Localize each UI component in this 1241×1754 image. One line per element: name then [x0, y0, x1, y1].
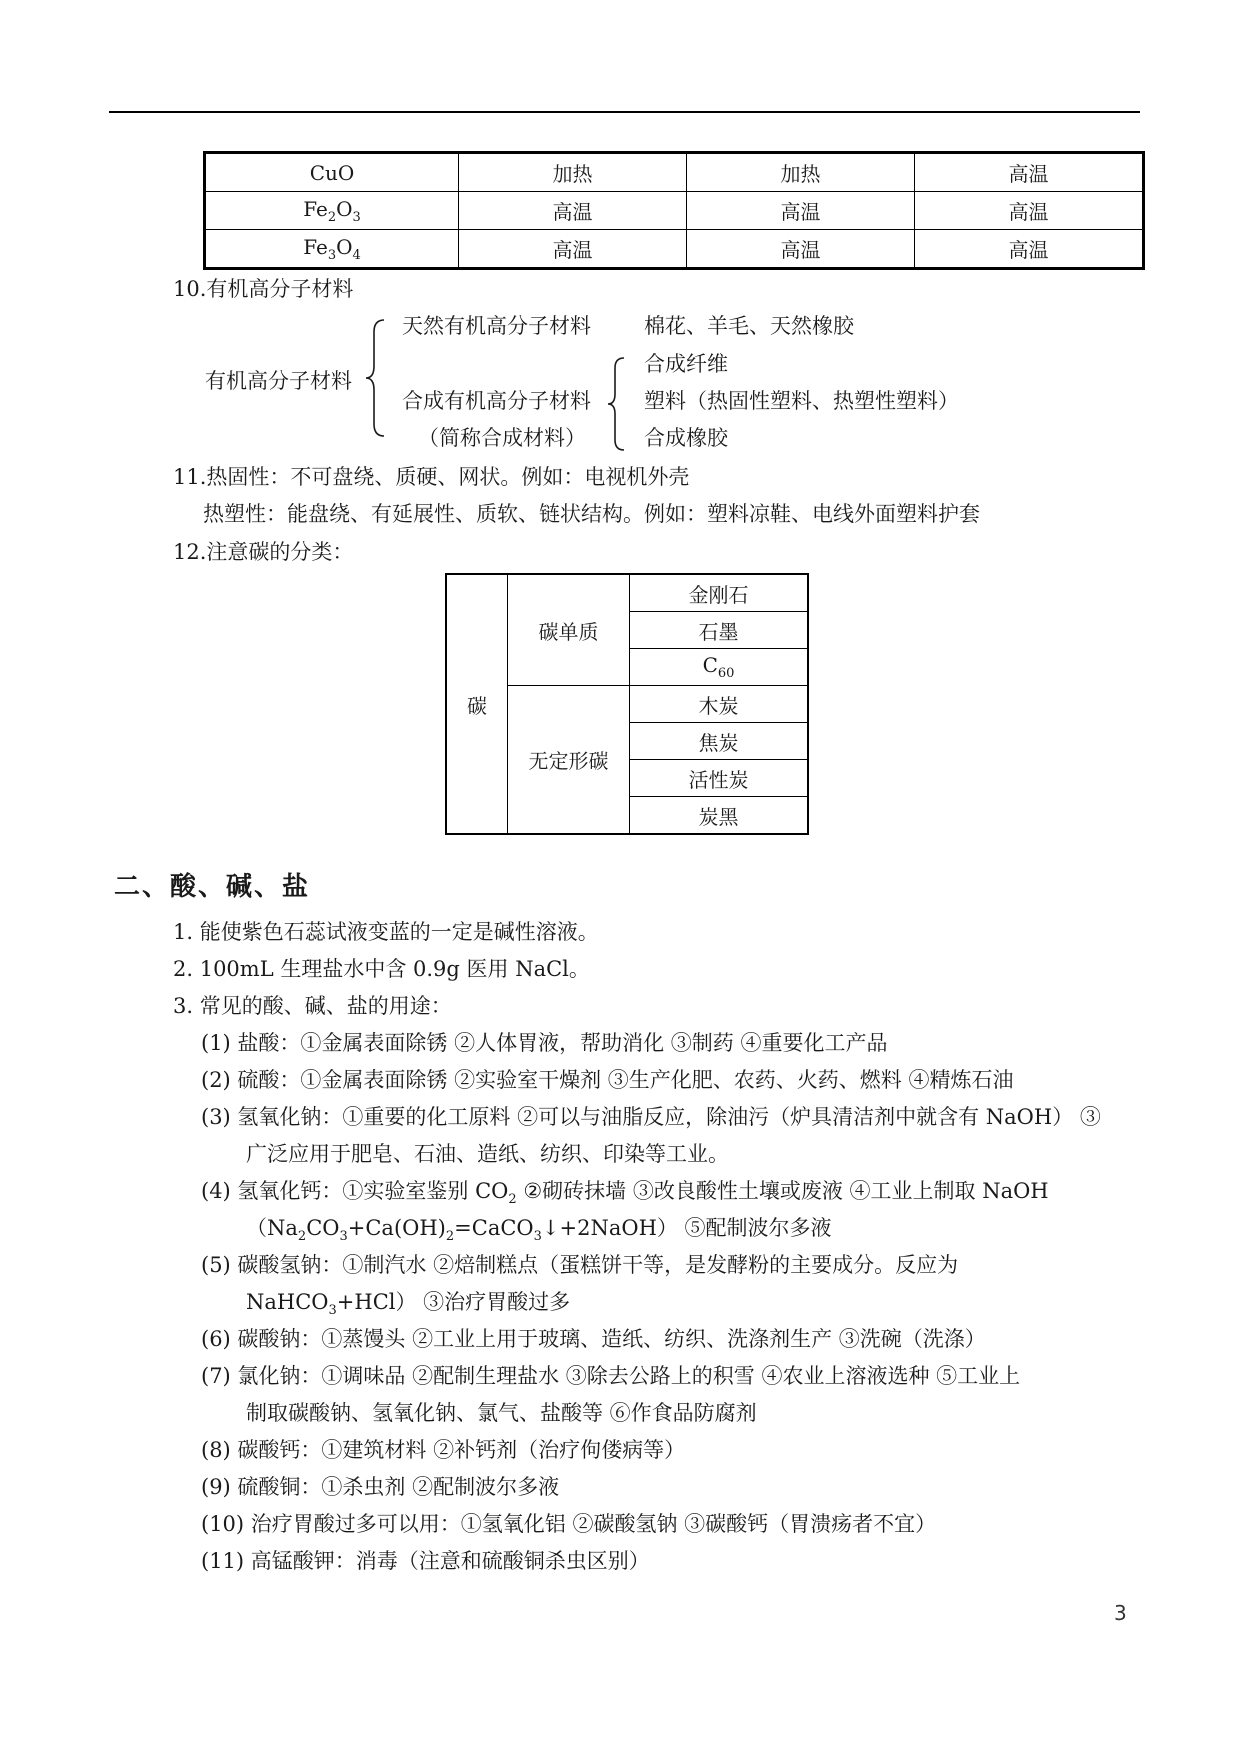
item-11-line: 11.热固性：不可盘绕、质硬、网状。例如：电视机外壳	[173, 465, 690, 489]
table-row	[205, 153, 1144, 192]
carbon-root-cell: 碳	[446, 574, 508, 834]
formula-cell: $Fe_2O_3$	[205, 192, 459, 230]
carbon-item-cell: 石墨	[630, 612, 809, 649]
item-11-line: 热塑性：能盘绕、有延展性、质软、链状结构。例如：塑料凉鞋、电线外面塑料护套	[203, 502, 980, 526]
condition-cell: 加热	[459, 153, 687, 192]
condition-cell: 高温	[459, 230, 687, 269]
carbon-group-cell: 碳单质	[508, 574, 630, 686]
natural-material-examples: 棉花、羊毛、天然橡胶	[644, 314, 854, 338]
usage-item-continuation: 制取碳酸钠、氢氧化钠、氯气、盐酸等 ⑥作食品防腐剂	[246, 1401, 757, 1425]
carbon-group-cell: 无定形碳	[508, 686, 630, 835]
carbon-item-cell: 焦炭	[630, 723, 809, 760]
paragraph: 1. 能使紫色石蕊试液变蓝的一定是碱性溶液。	[173, 920, 599, 944]
usage-item: (10) 治疗胃酸过多可以用：①氢氧化铝 ②碳酸氢钠 ③碳酸钙（胃溃疡者不宜）	[201, 1512, 937, 1536]
paragraph: 3. 常见的酸、碱、盐的用途：	[173, 994, 452, 1018]
usage-item-continuation: 广泛应用于肥皂、石油、造纸、纺织、印染等工业。	[246, 1142, 729, 1166]
condition-cell: 高温	[915, 230, 1144, 269]
condition-cell: 高温	[687, 230, 915, 269]
left-brace-icon	[364, 318, 388, 438]
section-title: 二、酸、碱、盐	[114, 872, 311, 902]
table-row	[205, 230, 1144, 269]
carbon-item-cell: 木炭	[630, 686, 809, 723]
condition-cell: 加热	[687, 153, 915, 192]
usage-item: (1) 盐酸：①金属表面除锈 ②人体胃液，帮助消化 ③制药 ④重要化工产品	[201, 1031, 888, 1055]
usage-item: (11) 高锰酸钾：消毒（注意和硫酸铜杀虫区别）	[201, 1549, 650, 1573]
page-number: 3	[1114, 1601, 1127, 1625]
carbon-item-cell: 金刚石	[630, 574, 809, 612]
paragraph: 2. 100mL 生理盐水中含 0.9g 医用 NaCl。	[173, 957, 590, 981]
usage-item-continuation: NaHCO$_3$+HCl） ③治疗胃酸过多	[246, 1290, 571, 1319]
synthetic-item: 塑料（热固性塑料、热塑性塑料）	[644, 389, 959, 413]
usage-item: (9) 硫酸铜：①杀虫剂 ②配制波尔多液	[201, 1475, 560, 1499]
usage-item: (5) 碳酸氢钠：①制汽水 ②焙制糕点（蛋糕饼干等，是发酵粉的主要成分。反应为	[201, 1253, 959, 1277]
usage-item: (6) 碳酸钠：①蒸馒头 ②工业上用于玻璃、造纸、纺织、洗涤剂生产 ③洗碗（洗涤）	[201, 1327, 986, 1351]
formula-cell: $Fe_3O_4$	[205, 230, 459, 269]
table-row	[205, 192, 1144, 230]
carbon-item-cell: $C_{60}$	[630, 649, 809, 686]
synthetic-item: 合成橡胶	[644, 426, 728, 450]
item-10-heading: 10.有机高分子材料	[173, 277, 354, 301]
condition-cell: 高温	[459, 192, 687, 230]
formula-cell: CuO	[205, 153, 459, 192]
carbon-item-cell: 炭黑	[630, 797, 809, 835]
oxide-table	[203, 151, 1145, 270]
usage-item: (7) 氯化钠：①调味品 ②配制生理盐水 ③除去公路上的积雪 ④农业上溶液选种 ⑤工业上	[201, 1364, 1021, 1388]
left-brace-icon	[606, 356, 628, 452]
usage-item: (4) 氢氧化钙：①实验室鉴别 $CO_2$ ②砌砖抹墙 ③改良酸性土壤或废液 ④工业上制取 NaOH	[201, 1179, 1049, 1208]
condition-cell: 高温	[915, 192, 1144, 230]
synthetic-item: 合成纤维	[644, 352, 728, 376]
usage-item: (2) 硫酸：①金属表面除锈 ②实验室干燥剂 ③生产化肥、农药、火药、燃料 ④精炼石油	[201, 1068, 1014, 1092]
carbon-classification-table	[445, 573, 809, 835]
natural-material-label: 天然有机高分子材料	[402, 314, 591, 338]
condition-cell: 高温	[915, 153, 1144, 192]
synthetic-material-note: （简称合成材料）	[418, 426, 586, 450]
usage-item-continuation: $(Na_2CO_3+Ca(OH)_2=CaCO_3↓+2NaOH)$ ⑤配制波尔多液	[246, 1216, 832, 1245]
classification-root: 有机高分子材料	[205, 369, 352, 393]
carbon-item-cell: 活性炭	[630, 760, 809, 797]
usage-item: (3) 氢氧化钠：①重要的化工原料 ②可以与油脂反应，除油污（炉具清洁剂中就含有 NaOH） ③	[201, 1105, 1101, 1129]
header-rule	[109, 111, 1140, 113]
condition-cell: 高温	[687, 192, 915, 230]
usage-item: (8) 碳酸钙：①建筑材料 ②补钙剂（治疗佝偻病等）	[201, 1438, 686, 1462]
item-12-heading: 12.注意碳的分类：	[173, 540, 354, 564]
synthetic-material-label: 合成有机高分子材料	[402, 389, 591, 413]
